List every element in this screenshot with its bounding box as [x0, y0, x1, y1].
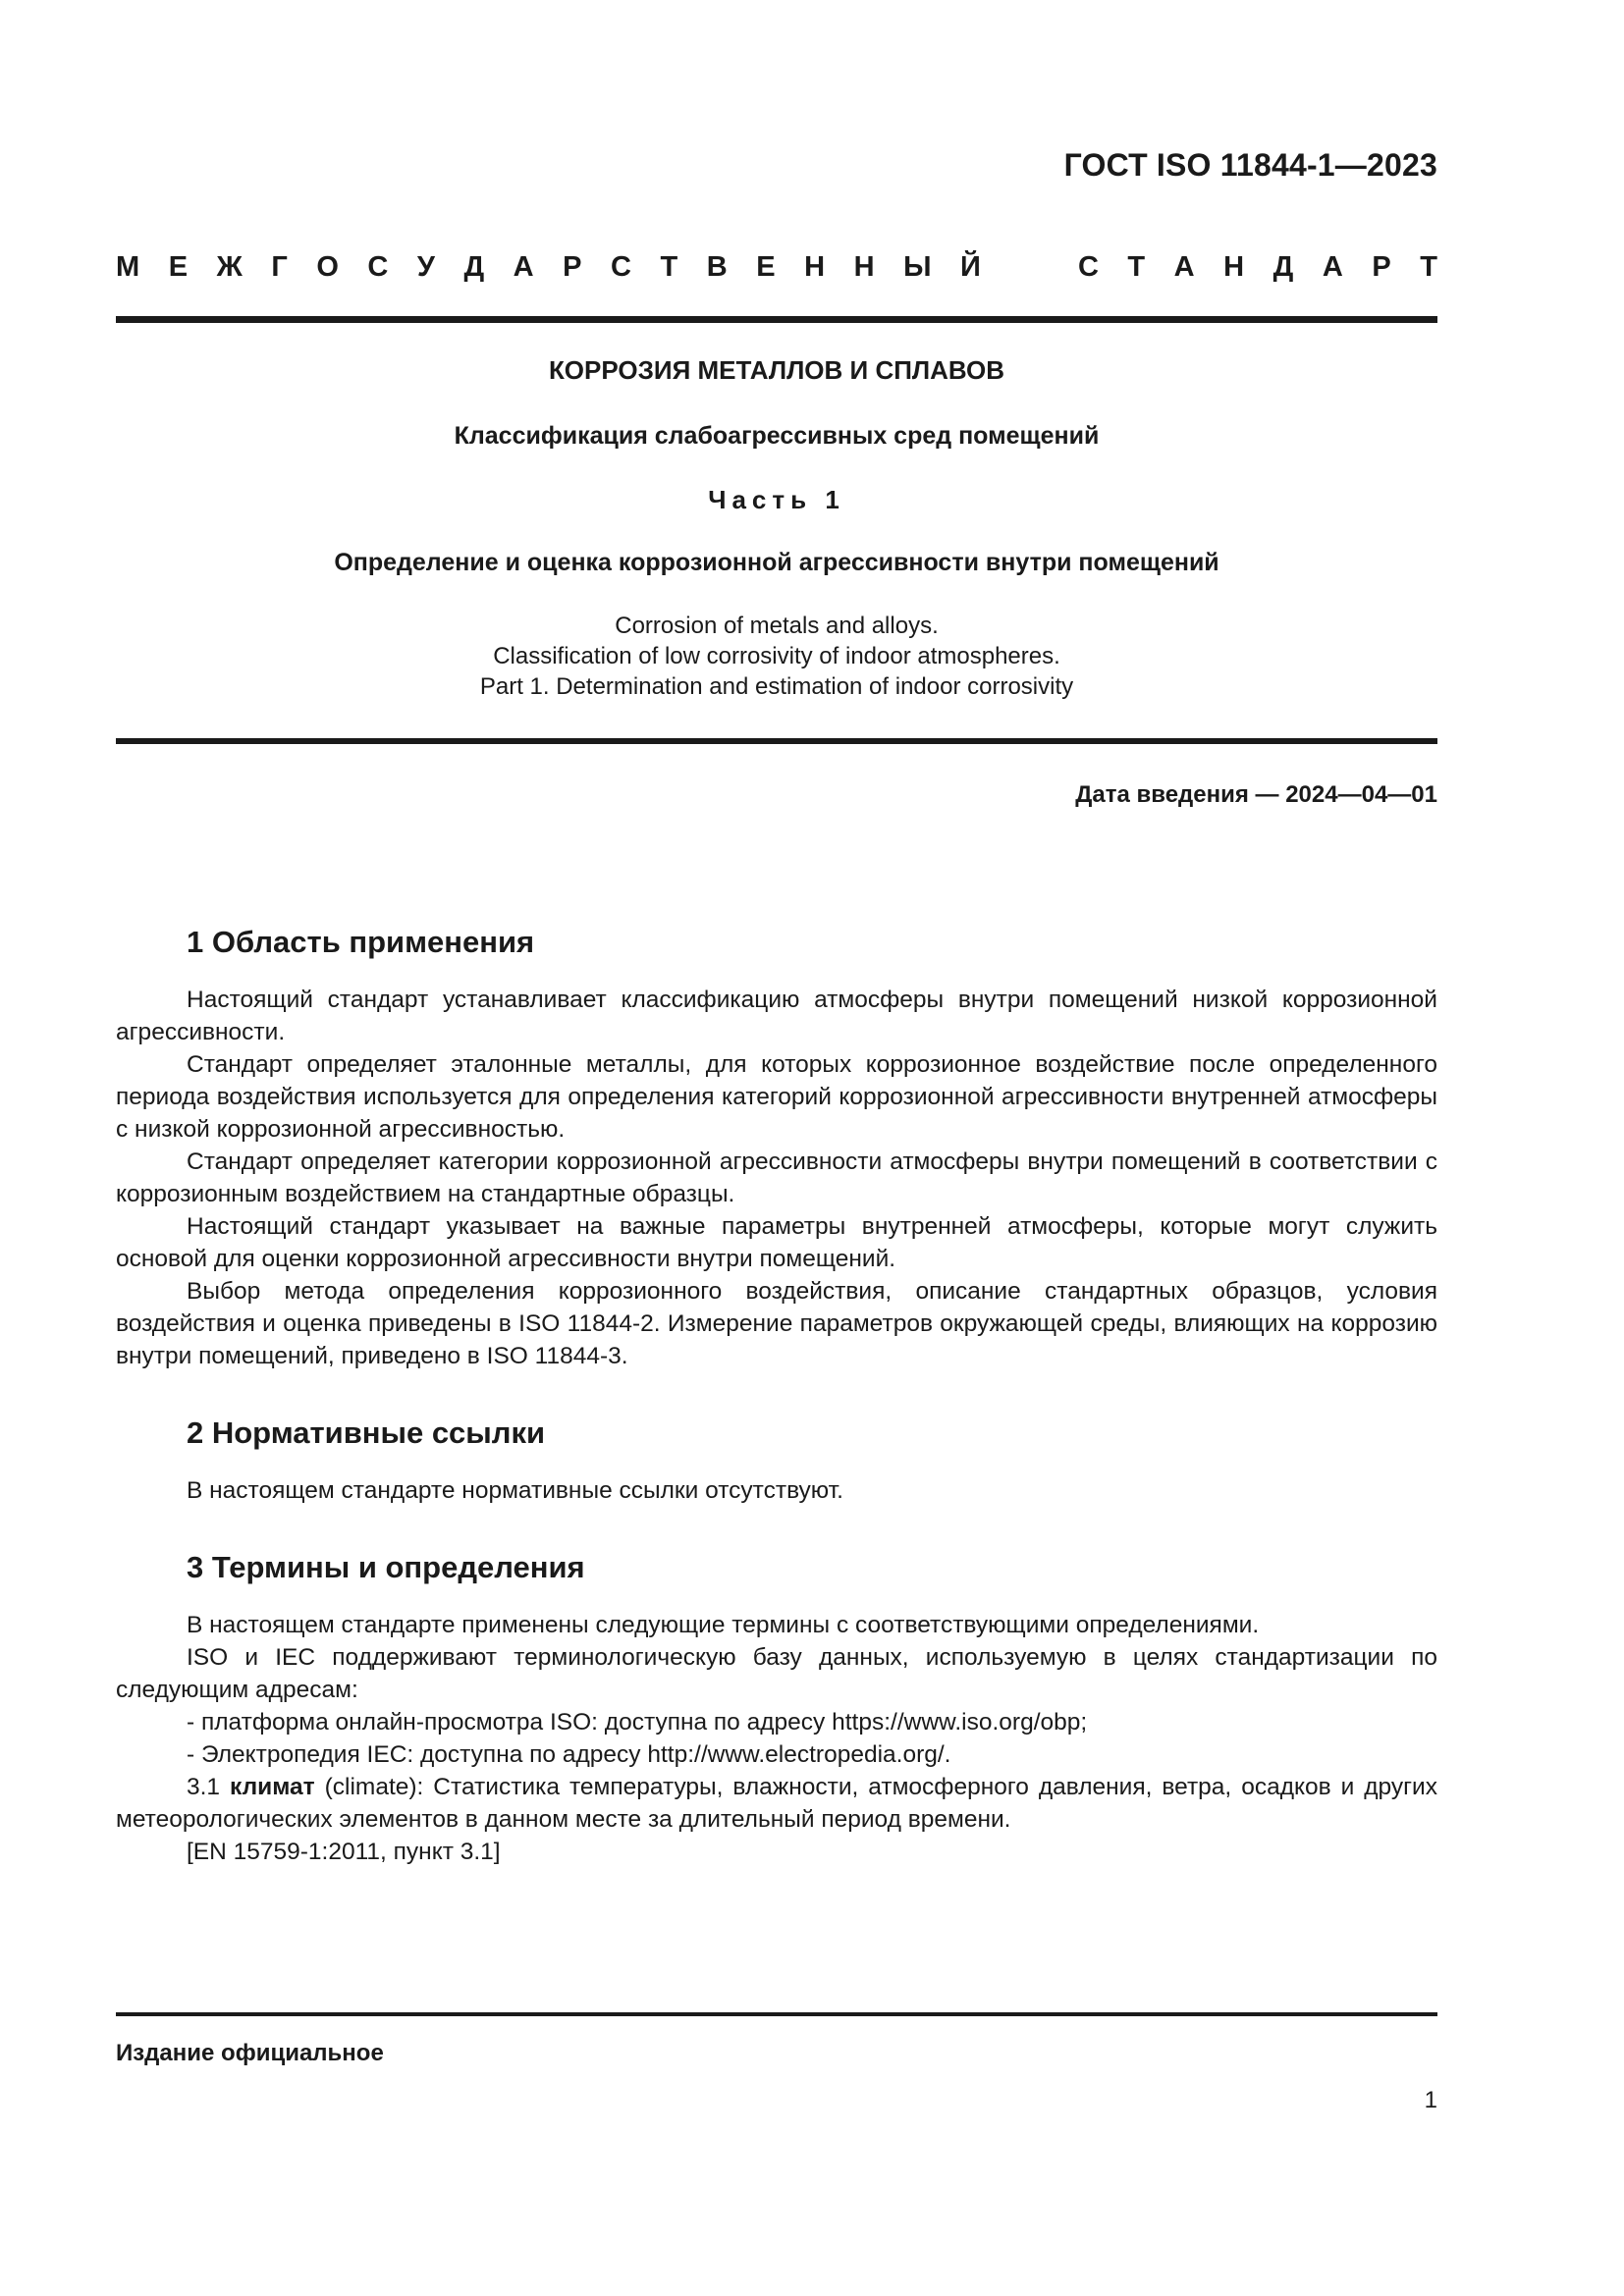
- banner-letter: Ж: [216, 251, 243, 283]
- banner-letter: М: [116, 251, 140, 283]
- banner-letter: Й: [960, 251, 981, 283]
- banner-letter: В: [706, 251, 728, 283]
- banner-word-gap: [1009, 251, 1049, 284]
- interstate-standard-banner: [116, 251, 1437, 284]
- english-title-line: Classification of low corrosivity of indoor atmospheres.: [493, 643, 1060, 669]
- banner-letter: Т: [1420, 251, 1437, 283]
- banner-letter: А: [1322, 251, 1343, 283]
- banner-letter: Т: [1127, 251, 1146, 283]
- banner-letter: Н: [1223, 251, 1245, 283]
- banner-letter: Н: [853, 251, 875, 283]
- paragraph: Стандарт определяет эталонные металлы, для которых коррозионное воздействие после определенного периода воздействия используется для определения категорий коррозионной агрессивности внутренней атмосферы с низкой коррозионной агрессивностью.: [116, 1051, 1437, 1143]
- banner-letter: О: [316, 251, 339, 283]
- banner-letter: С: [367, 251, 389, 283]
- part-label: Часть 1: [708, 485, 845, 514]
- paragraph: В настоящем стандарте применены следующие термины с соответствующими определениями.: [187, 1612, 1260, 1638]
- standard-subtitle: Классификация слабоагрессивных сред помещений: [454, 422, 1100, 450]
- term-source: [EN 15759-1:2011, пункт 3.1]: [187, 1839, 501, 1865]
- banner-letter: С: [611, 251, 631, 283]
- section-heading: 3 Термины и определения: [187, 1550, 585, 1584]
- paragraph: Выбор метода определения коррозионного воздействия, описание стандартных образцов, условия воздействия и оценка приведены в ISO 11844-2. Измерение параметров окружающей среды, влияющих на коррозию внутри помещений, приведено в ISO 11844-3.: [116, 1278, 1437, 1369]
- paragraph: Стандарт определяет категории коррозионной агрессивности атмосферы внутри помещений в соответствии с коррозионным воздействием на стандартные образцы.: [116, 1148, 1437, 1207]
- document-body: [116, 923, 1437, 1868]
- paragraph: Настоящий стандарт устанавливает классификацию атмосферы внутри помещений низкой коррозионной агрессивности.: [116, 987, 1437, 1045]
- banner-letter: Р: [563, 251, 582, 283]
- section-heading: 2 Нормативные ссылки: [187, 1415, 546, 1450]
- banner-letter: Р: [1372, 251, 1391, 283]
- top-divider: [116, 316, 1437, 323]
- english-title-line: Corrosion of metals and alloys.: [615, 613, 939, 639]
- banner-letter: Ы: [903, 251, 932, 283]
- section-heading: 1 Область применения: [187, 925, 535, 959]
- official-edition-label: Издание официальное: [116, 2040, 384, 2066]
- term: климат: [230, 1774, 315, 1800]
- english-title: [116, 611, 1437, 702]
- banner-letter: Д: [1272, 251, 1294, 283]
- term-definition: [116, 1771, 1437, 1836]
- document-number: ГОСТ ISO 11844-1—2023: [1063, 147, 1437, 183]
- list-item: - платформа онлайн-просмотра ISO: доступна по адресу https://www.iso.org/obp;: [187, 1709, 1088, 1735]
- paragraph: ISO и IEC поддерживают терминологическую базу данных, используемую в целях стандартизации по следующим адресам:: [116, 1644, 1437, 1703]
- term-number: 3.1: [187, 1774, 221, 1800]
- paragraph: В настоящем стандарте нормативные ссылки отсутствуют.: [187, 1477, 843, 1504]
- term-text: (climate): Статистика температуры, влажности, атмосферного давления, ветра, осадков и других метеорологических элементов в данном месте за длительный период времени.: [116, 1774, 1437, 1833]
- banner-letter: У: [416, 251, 435, 283]
- standard-title: КОРРОЗИЯ МЕТАЛЛОВ И СПЛАВОВ: [548, 355, 1005, 385]
- part-title: Определение и оценка коррозионной агрессивности внутри помещений: [334, 549, 1219, 576]
- banner-letter: А: [1173, 251, 1195, 283]
- banner-letter: А: [513, 251, 534, 283]
- banner-letter: Г: [271, 251, 288, 283]
- banner-letter: Д: [463, 251, 485, 283]
- banner-letter: Т: [660, 251, 678, 283]
- english-title-line: Part 1. Determination and estimation of indoor corrosivity: [479, 673, 1074, 700]
- paragraph: Настоящий стандарт указывает на важные параметры внутренней атмосферы, которые могут служить основой для оценки коррозионной агрессивности внутри помещений.: [116, 1213, 1437, 1272]
- title-divider: [116, 738, 1437, 744]
- banner-letter: С: [1077, 251, 1099, 283]
- list-item: - Электропедия IEC: доступна по адресу http://www.electropedia.org/.: [187, 1741, 951, 1768]
- footer-divider: [116, 2012, 1437, 2016]
- page-number: 1: [1424, 2087, 1437, 2113]
- banner-letter: Е: [168, 251, 189, 283]
- banner-letter: Е: [756, 251, 776, 283]
- introduction-date: Дата введения — 2024—04—01: [1075, 781, 1437, 808]
- banner-letter: Н: [804, 251, 826, 283]
